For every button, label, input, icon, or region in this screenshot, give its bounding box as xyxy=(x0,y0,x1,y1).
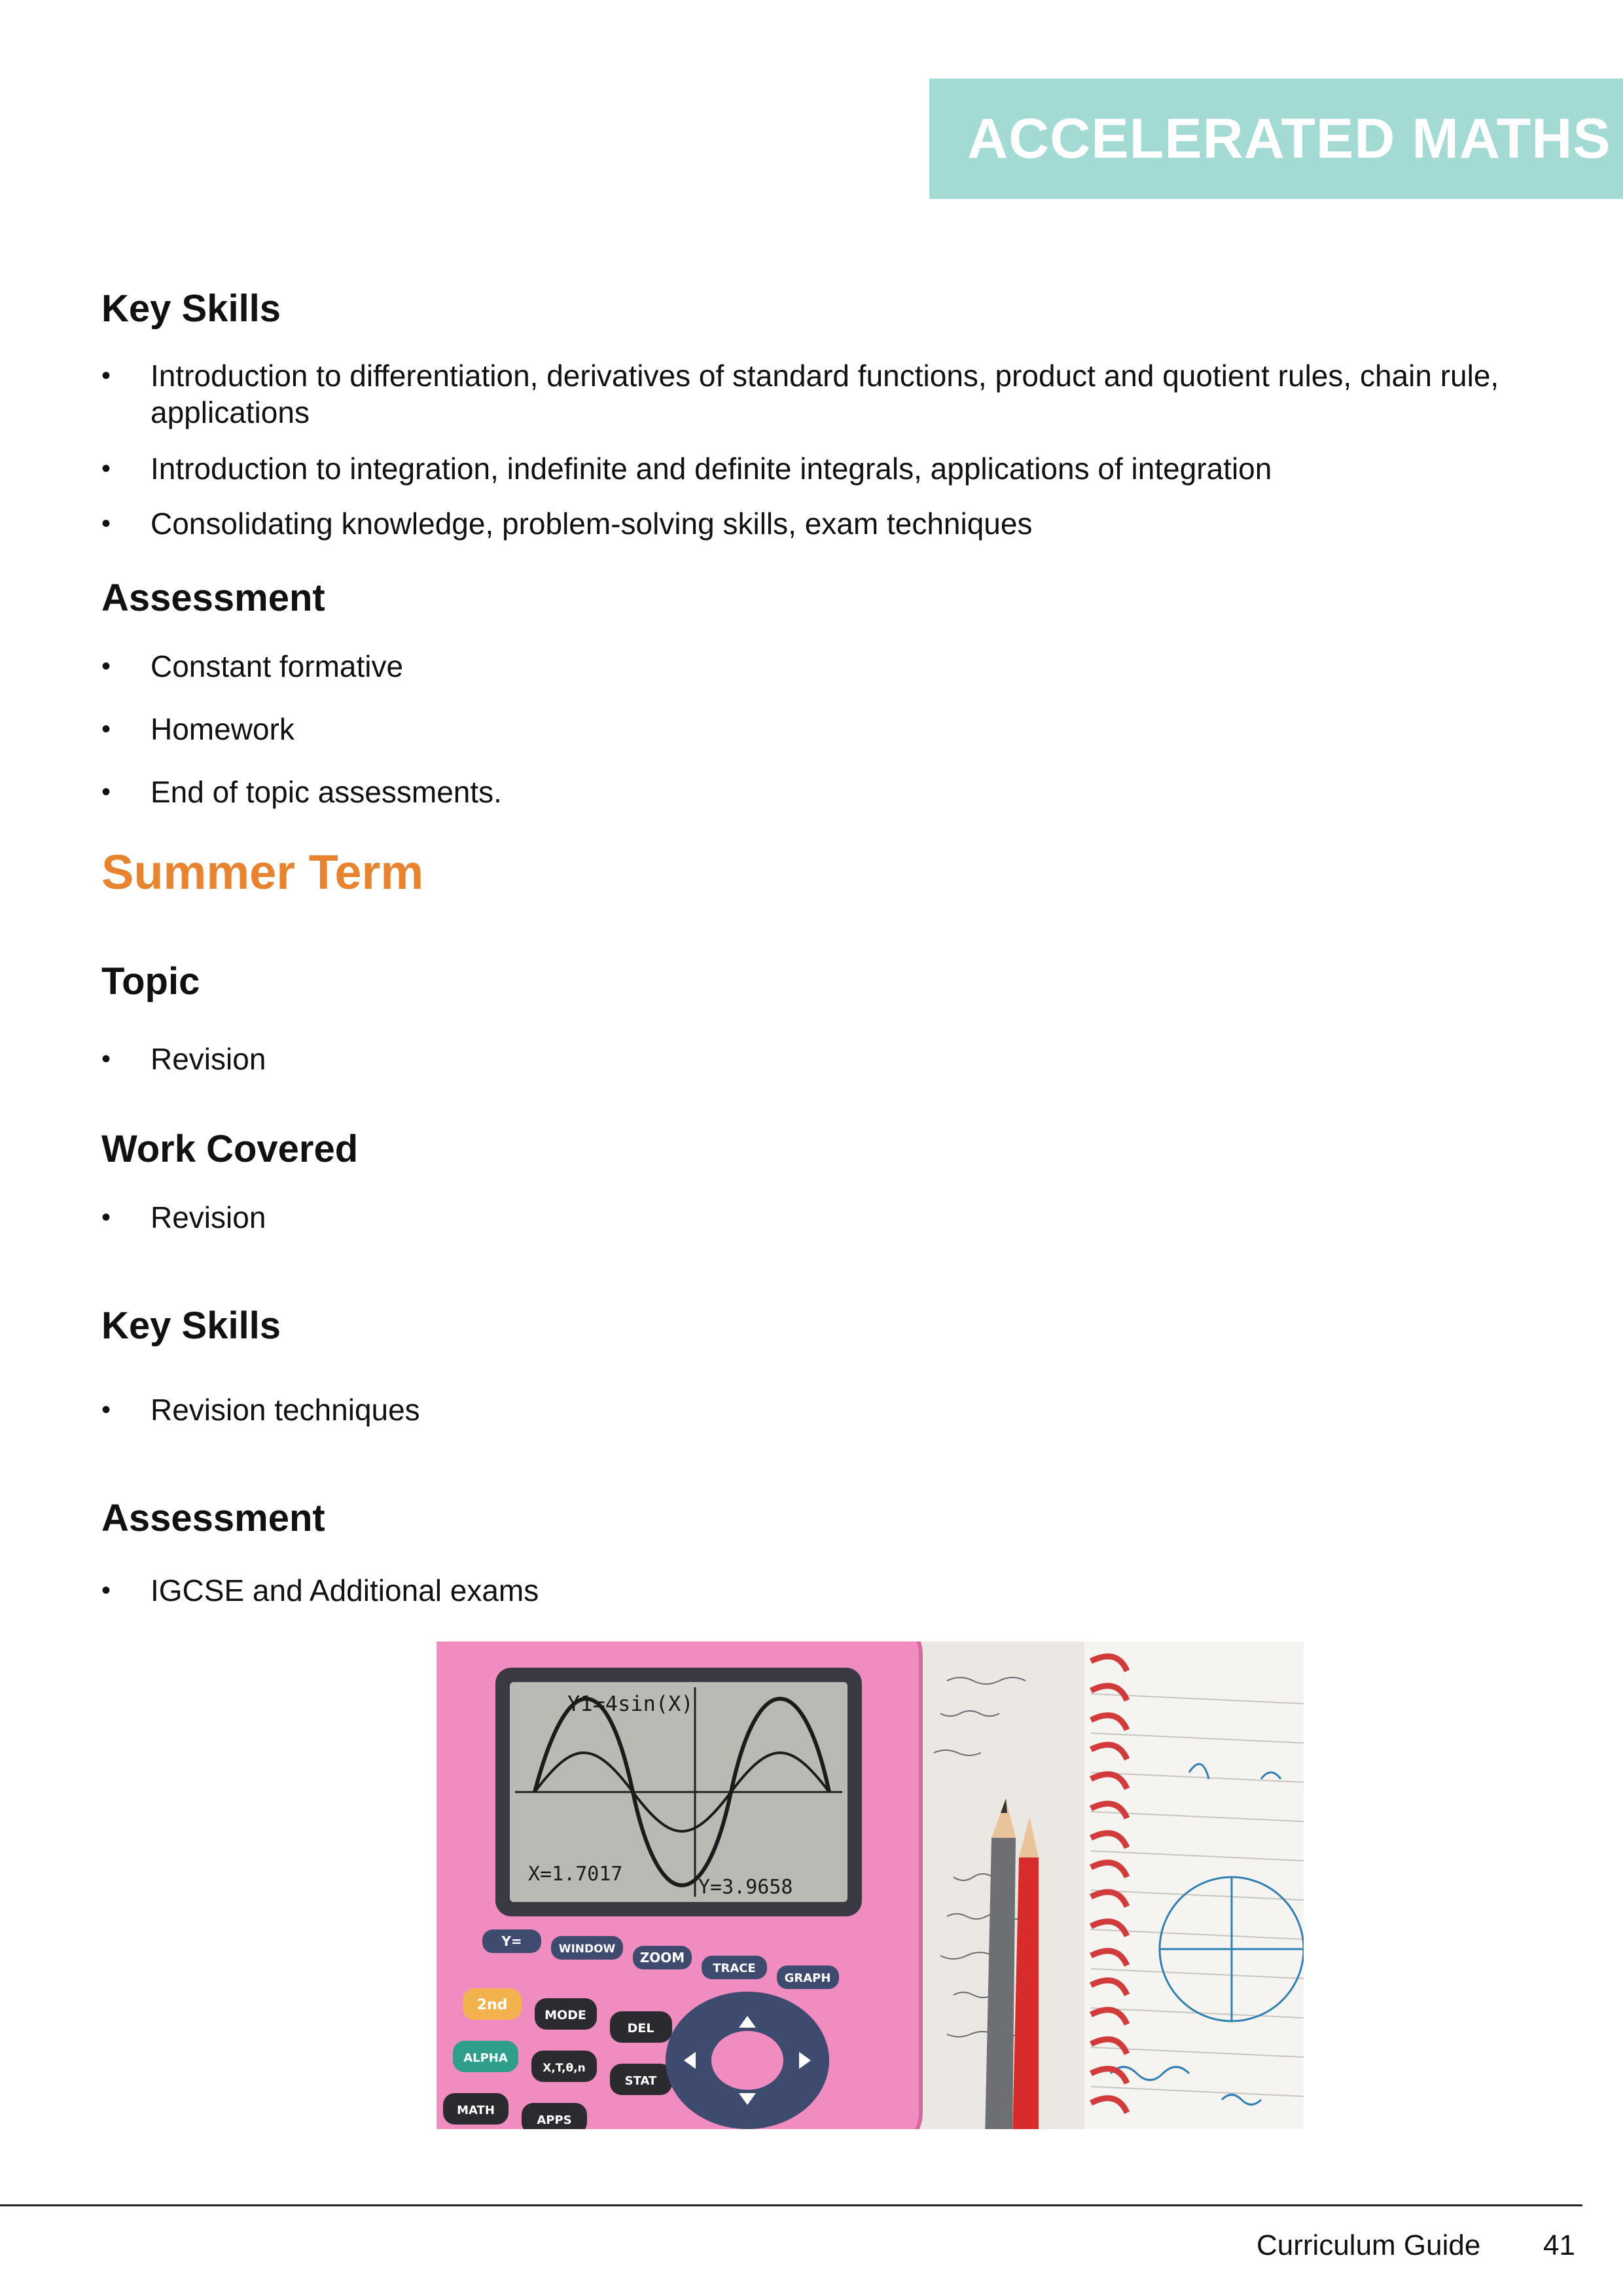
list-item: • Revision xyxy=(101,1041,1561,1077)
list-item: • Constant formative xyxy=(101,648,1561,685)
key-skills-heading: Key Skills xyxy=(101,1304,281,1347)
list-item: • Introduction to integration, indefinite and definite integrals, applications of integration xyxy=(101,450,1561,487)
key-zoom: ZOOM xyxy=(639,1950,685,1965)
list-item: • Homework xyxy=(101,711,1561,747)
key-graph: GRAPH xyxy=(784,1971,831,1985)
key-xton: X,T,θ,n xyxy=(543,2062,586,2075)
key-window: WINDOW xyxy=(558,1943,616,1956)
key-mode: MODE xyxy=(544,2008,586,2022)
list-item: • IGCSE and Additional exams xyxy=(101,1572,1561,1609)
list-item: • Revision xyxy=(101,1199,1561,1236)
list-item: • End of topic assessments. xyxy=(101,774,1561,810)
key-2nd: 2nd xyxy=(476,1997,508,2013)
key-math: MATH xyxy=(457,2104,495,2117)
key-del: DEL xyxy=(627,2021,654,2036)
calculator-photo xyxy=(437,1641,1304,2129)
list-item: • Revision techniques xyxy=(101,1391,1561,1428)
work-covered-heading: Work Covered xyxy=(101,1128,359,1170)
key-alpha: ALPHA xyxy=(463,2051,508,2065)
key-trace: TRACE xyxy=(713,1962,756,1975)
assessment-heading: Assessment xyxy=(101,577,325,619)
key-stat: STAT xyxy=(624,2074,657,2088)
calculator-equation: Y1=4sin(X) xyxy=(567,1691,694,1716)
section-title: ACCELERATED MATHS xyxy=(967,107,1611,170)
topic-heading: Topic xyxy=(101,960,200,1003)
key-y-equals: Y= xyxy=(501,1933,522,1949)
calculator-x-readout: X=1.7017 xyxy=(528,1863,623,1886)
list-item: • Introduction to differentiation, derivatives of standard functions, product and quotient rules, chain rule, applications xyxy=(101,357,1561,431)
footer-divider xyxy=(0,2204,1582,2206)
key-apps: APPS xyxy=(537,2113,572,2127)
section-banner xyxy=(929,79,1623,199)
list-item: • Consolidating knowledge, problem-solving skills, exam techniques xyxy=(101,505,1561,542)
key-skills-heading: Key Skills xyxy=(101,287,281,330)
calculator-y-readout: Y=3.9658 xyxy=(698,1876,793,1899)
calculator-photo-illustration xyxy=(437,1641,1304,2129)
footer-guide-label: Curriculum Guide xyxy=(1257,2229,1481,2261)
summer-term-heading: Summer Term xyxy=(101,845,424,899)
page-number: 41 xyxy=(1543,2229,1575,2261)
assessment-heading: Assessment xyxy=(101,1497,325,1539)
